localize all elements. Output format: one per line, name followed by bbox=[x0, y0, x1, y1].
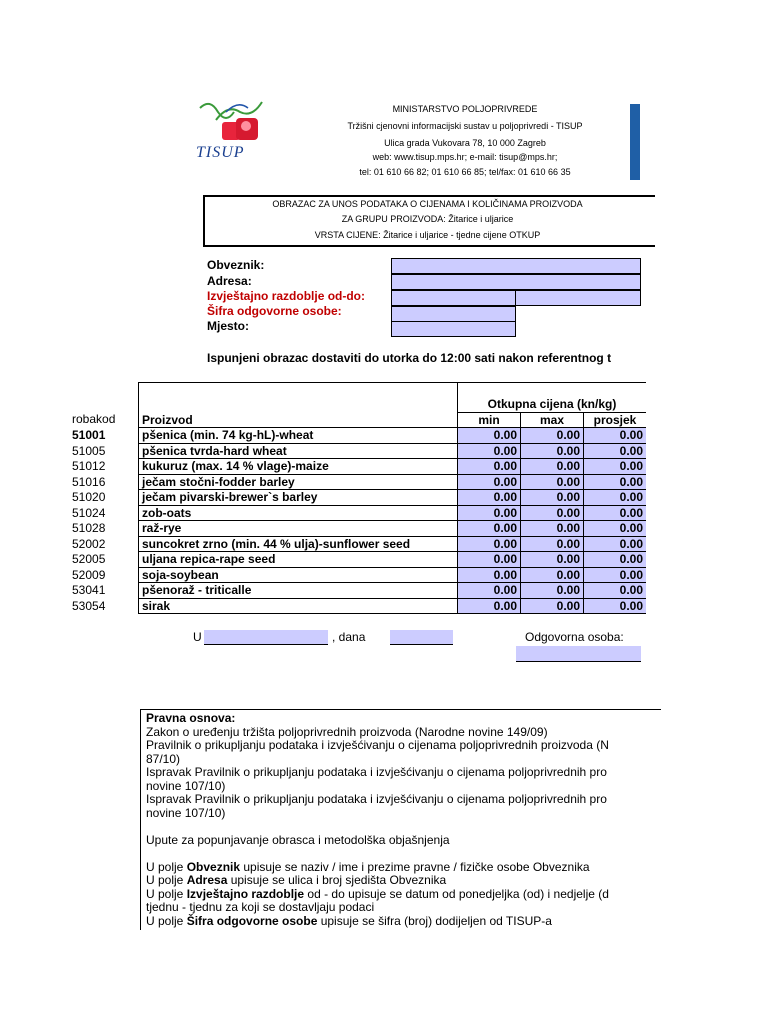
legal-line: Pravilnik o prikupljanju podataka i izvješćivanju o cijenama poljoprivrednih proizvoda (N bbox=[146, 738, 609, 752]
product-cell: kukuruz (max. 14 % vlage)-maize bbox=[139, 459, 458, 475]
rule-razdoblje-cont: tjednu - tjednu za koji se dostavljaju podaci bbox=[146, 900, 375, 914]
signature-field[interactable] bbox=[516, 646, 641, 662]
min-cell[interactable]: 0.00 bbox=[458, 490, 521, 506]
robakod-cell: 52005 bbox=[72, 552, 106, 566]
product-cell: raž-rye bbox=[139, 521, 458, 537]
mjesto-label: Mjesto: bbox=[207, 319, 249, 333]
mjesto-field[interactable] bbox=[391, 321, 516, 337]
date-field[interactable] bbox=[390, 630, 453, 645]
min-cell[interactable]: 0.00 bbox=[458, 505, 521, 521]
table-row bbox=[139, 459, 647, 475]
dana-label: , dana bbox=[332, 630, 366, 644]
max-cell[interactable]: 0.00 bbox=[521, 521, 584, 537]
sifra-label: Šifra odgovorne osobe: bbox=[207, 304, 342, 318]
form-title-line1: OBRAZAC ZA UNOS PODATAKA O CIJENAMA I KOLIČINAMA PROIZVODA bbox=[272, 199, 583, 209]
min-cell[interactable]: 0.00 bbox=[458, 536, 521, 552]
table-row bbox=[139, 443, 647, 459]
avg-cell[interactable]: 0.00 bbox=[584, 552, 647, 568]
avg-cell[interactable]: 0.00 bbox=[584, 459, 647, 475]
deadline-notice: Ispunjeni obrazac dostaviti do utorka do 12:00 sati nakon referentnog t bbox=[207, 351, 612, 365]
max-cell[interactable]: 0.00 bbox=[521, 443, 584, 459]
adresa-label: Adresa: bbox=[207, 274, 252, 288]
product-cell: soja-soybean bbox=[139, 567, 458, 583]
avg-cell[interactable]: 0.00 bbox=[584, 474, 647, 490]
rule1-post: upisuje se naziv / ime i prezime pravne / fizičke osobe Obveznika bbox=[240, 859, 590, 874]
min-cell[interactable]: 0.00 bbox=[458, 459, 521, 475]
max-header: max bbox=[521, 412, 584, 428]
legal-line: novine 107/10) bbox=[146, 778, 226, 793]
max-cell[interactable]: 0.00 bbox=[521, 505, 584, 521]
legal-line: novine 107/10) bbox=[146, 805, 226, 820]
price-table bbox=[138, 382, 646, 614]
place-field[interactable] bbox=[204, 630, 328, 645]
avg-cell[interactable]: 0.00 bbox=[584, 490, 647, 506]
product-header: Proizvod bbox=[139, 412, 458, 428]
system-name: Tržišni cjenovni informacijski sustav u poljoprivredi - TISUP bbox=[347, 121, 583, 131]
table-blank-top bbox=[139, 383, 458, 398]
robakod-cell: 51005 bbox=[72, 443, 106, 458]
min-cell[interactable]: 0.00 bbox=[458, 567, 521, 583]
rule1-bold: Obveznik bbox=[186, 859, 241, 874]
product-cell: ječam stočni-fodder barley bbox=[139, 474, 458, 490]
avg-cell[interactable]: 0.00 bbox=[584, 598, 647, 614]
rule-adresa bbox=[141, 874, 661, 888]
rule-obveznik bbox=[141, 861, 661, 875]
rule-razdoblje bbox=[141, 888, 661, 902]
legal-lines bbox=[141, 726, 661, 821]
table-row bbox=[139, 505, 647, 521]
legal-heading: Pravna osnova: bbox=[146, 711, 236, 725]
avg-header: prosjek bbox=[584, 412, 647, 428]
rule4-post: upisuje se šifra (broj) dodijeljen od TISUP-a bbox=[317, 913, 552, 928]
robakod-cell: 52002 bbox=[72, 536, 106, 551]
robakod-cell: 53054 bbox=[72, 598, 106, 613]
avg-cell[interactable]: 0.00 bbox=[584, 567, 647, 583]
robakod-cell: 53041 bbox=[72, 583, 106, 597]
table-blank-mid bbox=[139, 397, 458, 412]
max-cell[interactable]: 0.00 bbox=[521, 583, 584, 599]
robakod-cell: 51016 bbox=[72, 474, 106, 489]
table-row bbox=[139, 552, 647, 568]
rule2-post: upisuje se ulica i broj sjedišta Obveznika bbox=[227, 873, 447, 887]
razdoblje-od-field[interactable] bbox=[391, 290, 516, 306]
min-cell[interactable]: 0.00 bbox=[458, 552, 521, 568]
table-row bbox=[139, 521, 647, 537]
product-cell: pšenica (min. 74 kg-hL)-wheat bbox=[139, 428, 458, 444]
product-cell: pšenica tvrda-hard wheat bbox=[139, 443, 458, 459]
avg-cell[interactable]: 0.00 bbox=[584, 505, 647, 521]
instructions-title: Upute za popunjavanje obrasca i metodolška objašnjenja bbox=[146, 832, 450, 847]
logo-text: TISUP bbox=[196, 144, 245, 161]
form-title-box bbox=[203, 195, 655, 247]
table-row bbox=[139, 536, 647, 552]
price-group-header: Otkupna cijena (kn/kg) bbox=[458, 397, 647, 412]
robakod-cell: 51001 bbox=[72, 428, 106, 442]
max-cell[interactable]: 0.00 bbox=[521, 567, 584, 583]
rule-sifra bbox=[141, 915, 661, 929]
min-cell[interactable]: 0.00 bbox=[458, 521, 521, 537]
table-blank-top-right bbox=[458, 383, 647, 398]
max-cell[interactable]: 0.00 bbox=[521, 552, 584, 568]
robakod-cell: 51028 bbox=[72, 521, 106, 535]
avg-cell[interactable]: 0.00 bbox=[584, 428, 647, 444]
max-cell[interactable]: 0.00 bbox=[521, 474, 584, 490]
min-cell[interactable]: 0.00 bbox=[458, 598, 521, 614]
max-cell[interactable]: 0.00 bbox=[521, 490, 584, 506]
table-row bbox=[139, 428, 647, 444]
legal-line: Ispravak Pravilnik o prikupljanju podataka i izvješćivanju o cijenama poljoprivrednih pro bbox=[146, 765, 607, 779]
u-label: U bbox=[193, 630, 202, 644]
ministry-name: MINISTARSTVO POLJOPRIVREDE bbox=[392, 104, 538, 114]
form-title-line3: VRSTA CIJENE: Žitarice i uljarice - tjedne cijene OTKUP bbox=[314, 230, 541, 240]
product-cell: suncokret zrno (min. 44 % ulja)-sunflower seed bbox=[139, 536, 458, 552]
web-line: web: www.tisup.mps.hr; e-mail: tisup@mps.hr; bbox=[372, 152, 558, 162]
obveznik-field[interactable] bbox=[391, 258, 641, 274]
legal-line: 87/10) bbox=[146, 751, 181, 766]
form-title-line2: ZA GRUPU PROIZVODA: Žitarice i uljarice bbox=[341, 214, 514, 224]
robakod-cell: 51024 bbox=[72, 505, 106, 520]
table-row bbox=[139, 583, 647, 599]
table-row bbox=[139, 567, 647, 583]
rule2-bold: Adresa bbox=[186, 873, 228, 887]
max-cell[interactable]: 0.00 bbox=[521, 428, 584, 444]
max-cell[interactable]: 0.00 bbox=[521, 459, 584, 475]
rule3-bold: Izvještajno razdoblje bbox=[186, 886, 305, 901]
phone-line: tel: 01 610 66 82; 01 610 66 85; tel/fax: 01 610 66 35 bbox=[359, 167, 571, 177]
price-rows bbox=[139, 428, 647, 614]
table-row bbox=[139, 474, 647, 490]
product-cell: pšenoraž - triticalle bbox=[139, 583, 458, 599]
rule4-pre: U polje bbox=[146, 913, 187, 928]
sifra-field[interactable] bbox=[391, 306, 516, 322]
product-cell: sirak bbox=[139, 598, 458, 614]
robakod-cell: 51020 bbox=[72, 490, 106, 504]
odgovorna-label: Odgovorna osoba: bbox=[525, 630, 624, 644]
table-row bbox=[139, 490, 647, 506]
legal-line: Ispravak Pravilnik o prikupljanju podataka i izvješćivanju o cijenama poljoprivrednih pro bbox=[146, 792, 607, 806]
rule4-bold: Šifra odgovorne osobe bbox=[186, 913, 318, 928]
rule1-pre: U polje bbox=[146, 859, 187, 874]
robakod-header: robakod bbox=[72, 412, 116, 426]
legal-line: Zakon o uređenju tržišta poljoprivrednih proizvoda (Narodne novine 149/09) bbox=[146, 724, 548, 739]
robakod-cell: 52009 bbox=[72, 567, 106, 582]
avg-cell[interactable]: 0.00 bbox=[584, 443, 647, 459]
max-cell[interactable]: 0.00 bbox=[521, 536, 584, 552]
rule3-post: od - do upisuje se datum od ponedjeljka (od) i nedjelje (d bbox=[304, 886, 609, 901]
min-header: min bbox=[458, 412, 521, 428]
product-cell: zob-oats bbox=[139, 505, 458, 521]
max-cell[interactable]: 0.00 bbox=[521, 598, 584, 614]
robakod-cell: 51012 bbox=[72, 459, 106, 473]
rule3-pre: U polje bbox=[146, 886, 187, 901]
avg-cell[interactable]: 0.00 bbox=[584, 521, 647, 537]
address-line: Ulica grada Vukovara 78, 10 000 Zagreb bbox=[384, 138, 546, 148]
min-cell[interactable]: 0.00 bbox=[458, 474, 521, 490]
product-cell: ječam pivarski-brewer`s barley bbox=[139, 490, 458, 506]
header-accent-bar bbox=[630, 104, 640, 180]
obveznik-label: Obveznik: bbox=[207, 258, 265, 272]
product-cell: uljana repica-rape seed bbox=[139, 552, 458, 568]
avg-cell[interactable]: 0.00 bbox=[584, 536, 647, 552]
table-row bbox=[139, 598, 647, 614]
avg-cell[interactable]: 0.00 bbox=[584, 583, 647, 599]
min-cell[interactable]: 0.00 bbox=[458, 583, 521, 599]
razdoblje-label: Izvještajno razdoblje od-do: bbox=[207, 289, 366, 303]
rule2-pre: U polje bbox=[146, 873, 187, 887]
razdoblje-do-field[interactable] bbox=[515, 290, 641, 306]
min-cell[interactable]: 0.00 bbox=[458, 443, 521, 459]
tisup-logo bbox=[196, 98, 266, 168]
adresa-field[interactable] bbox=[391, 274, 641, 290]
min-cell[interactable]: 0.00 bbox=[458, 428, 521, 444]
legal-basis-box bbox=[140, 709, 661, 930]
